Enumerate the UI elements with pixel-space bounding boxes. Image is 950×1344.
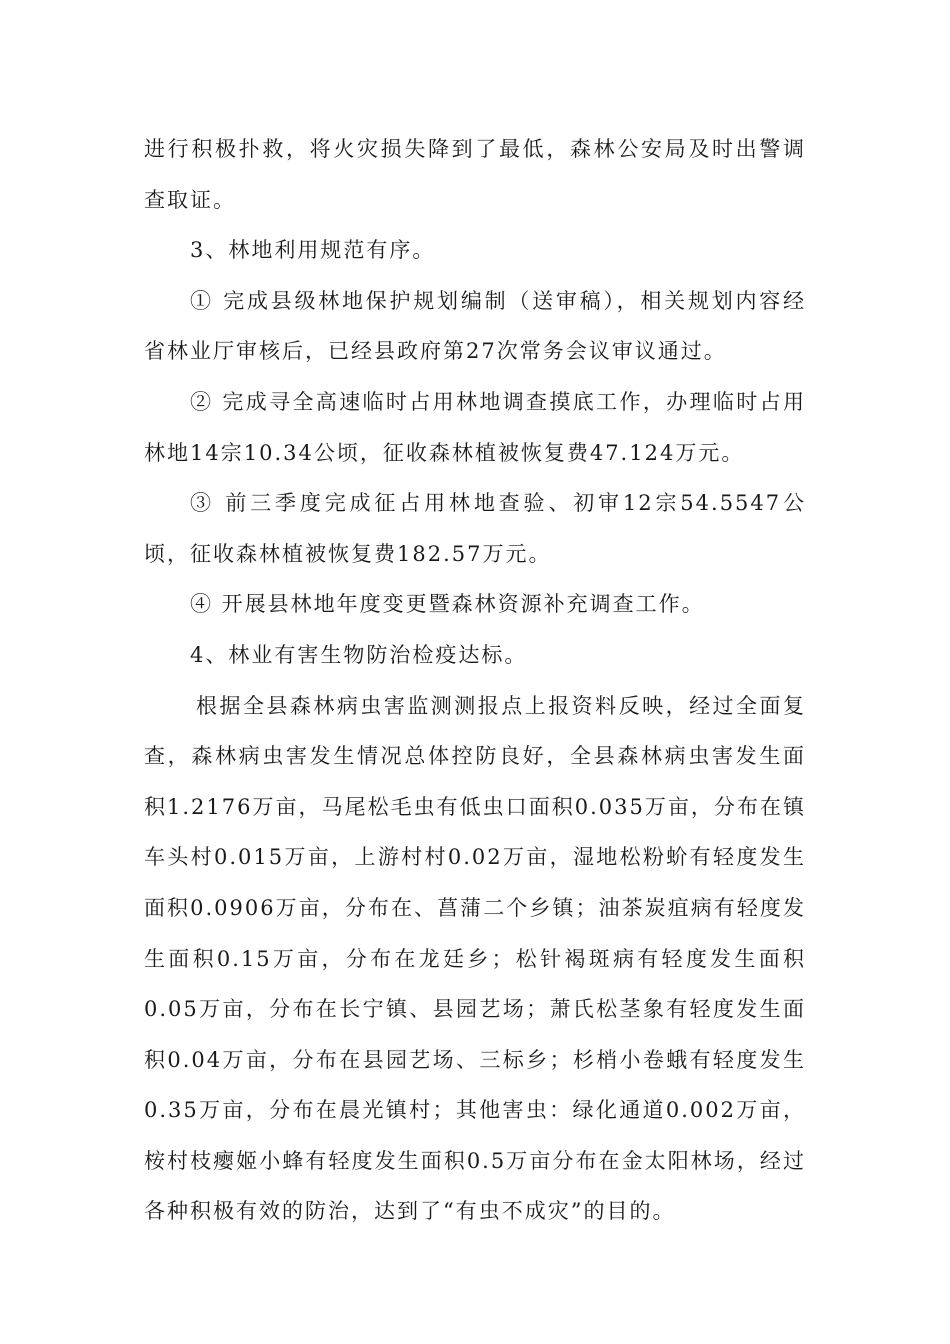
paragraph-pest-report: 根据全县森林病虫害监测测报点上报资料反映，经过全面复查，森林病虫害发生情况总体控防良好，全县森林病虫害发生面积1.2176万亩，马尾松毛虫有低虫口面积0.035万亩，分布在镇车头村0.015万亩，上游村村0.02万亩，湿地松粉蚧有轻度发生面积0.0906万亩，分布在、菖蒲二个乡镇；油茶炭疽病有轻度发生面积0.15万亩，分布在龙廷乡；松针褐斑病有轻度发生面积0.05万亩，分布在长宁镇、县园艺场；萧氏松茎象有轻度发生面积0.04万亩，分布在县园艺场、三标乡；杉梢小卷蛾有轻度发生0.35万亩，分布在晨光镇村；其他害虫：绿化通道0.002万亩，桉村枝瘿姬小蜂有轻度发生面积0.5万亩分布在金太阳林场，经过各种积极有效的防治，达到了“有虫不成灾”的目的。: [144, 693, 806, 1224]
paragraph-item-3: ③ 前三季度完成征占用林地查验、初审12宗54.5547公顷，征收森林植被恢复费182.57万元。: [144, 491, 806, 566]
heading-forest-land-use: 3、林地利用规范有序。: [190, 238, 436, 263]
heading-pest-control: 4、林业有害生物防治检疫达标。: [190, 642, 528, 667]
paragraph-item-2: ② 完成寻全高速临时占用林地调查摸底工作，办理临时占用林地14宗10.34公顷，征收森林植被恢复费47.124万元。: [144, 389, 806, 465]
paragraph-item-1: ① 完成县级林地保护规划编制（送审稿），相关规划内容经省林业厅审核后，已经县政府第27次常务会议审议通过。: [144, 288, 806, 364]
document-body: [144, 124, 806, 1237]
paragraph-fire-rescue: 进行积极扑救，将火灾损失降到了最低，森林公安局及时出警调查取证。: [144, 137, 806, 212]
paragraph-item-4: ④ 开展县林地年度变更暨森林资源补充调查工作。: [190, 592, 705, 617]
